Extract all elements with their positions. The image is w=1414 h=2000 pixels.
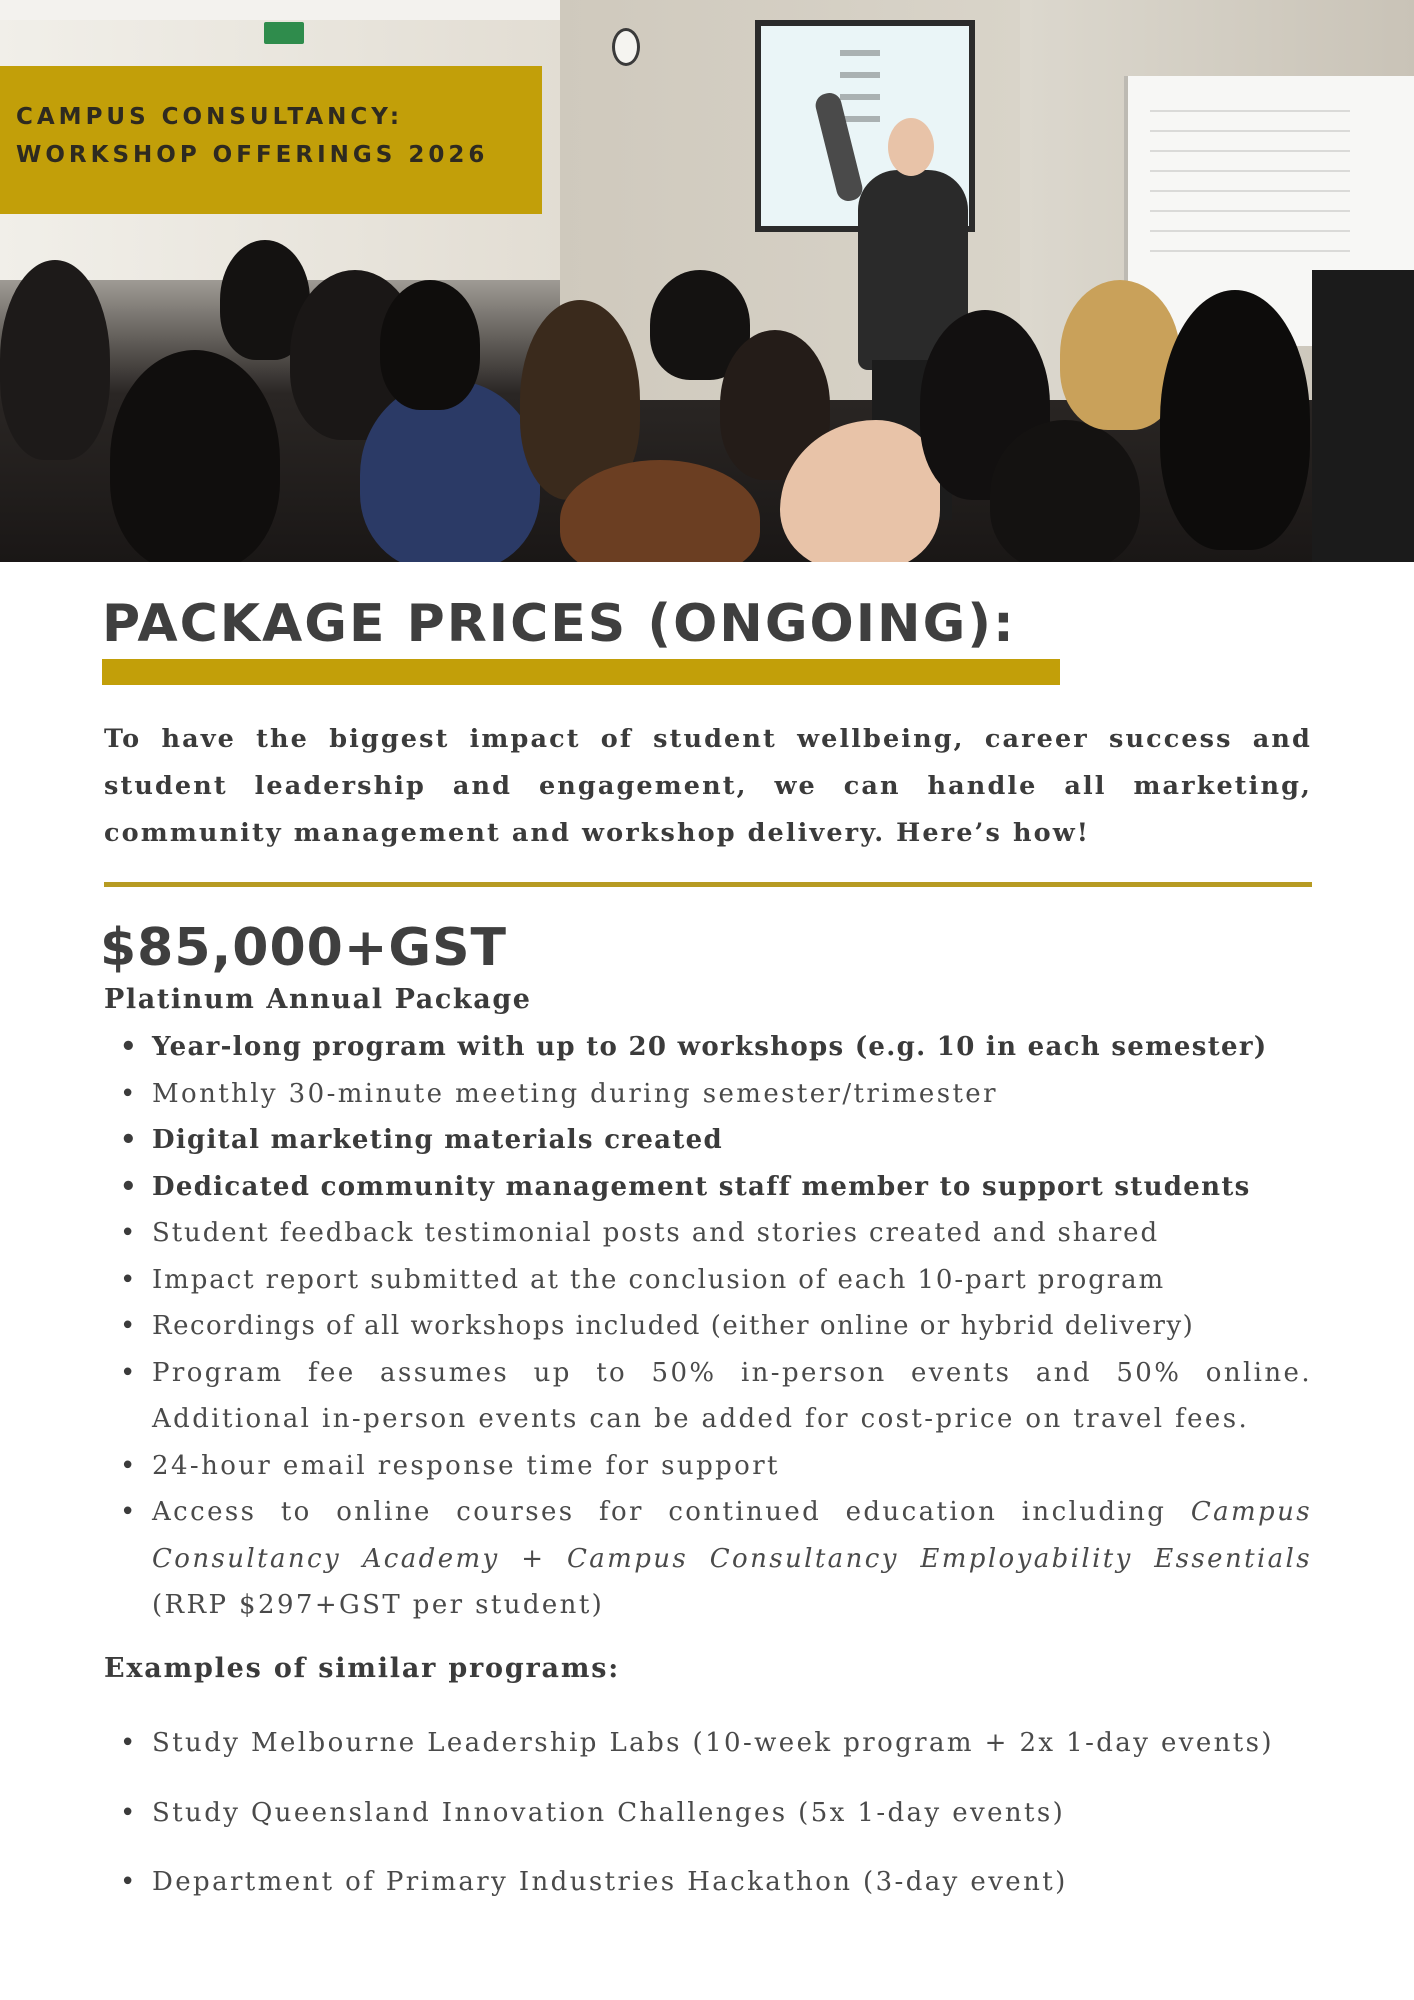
page-heading: PACKAGE PRICES (ONGOING): bbox=[102, 594, 1016, 654]
heading-underline bbox=[102, 659, 1060, 685]
exit-sign-icon bbox=[264, 22, 304, 44]
banner-title-line-2: WORKSHOP OFFERINGS 2026 bbox=[16, 142, 489, 168]
list-item: • 24-hour email response time for support bbox=[104, 1443, 1312, 1490]
list-item: • Department of Primary Industries Hackathon (3-day event) bbox=[104, 1859, 1312, 1929]
audience bbox=[0, 240, 1414, 562]
list-item: • Study Queensland Innovation Challenges (5x 1-day events) bbox=[104, 1790, 1312, 1860]
wall-clock-icon bbox=[612, 28, 640, 66]
course-name-academy: Campus Consultancy Academy bbox=[152, 1497, 1312, 1574]
list-item: • Student feedback testimonial posts and stories created and shared bbox=[104, 1210, 1312, 1257]
list-item: • Monthly 30-minute meeting during semester/trimester bbox=[104, 1071, 1312, 1118]
whiteboard-writing bbox=[1150, 110, 1350, 260]
banner-title-line-1: CAMPUS CONSULTANCY: bbox=[16, 104, 404, 130]
list-item: • Year-long program with up to 20 workshops (e.g. 10 in each semester) bbox=[104, 1024, 1312, 1071]
intro-paragraph: To have the biggest impact of student wellbeing, career success and student leadership and engagement, we can handle all marketing, community management and workshop delivery. Here’s how! bbox=[104, 724, 1312, 848]
list-item: • Recordings of all workshops included (either online or hybrid delivery) bbox=[104, 1303, 1312, 1350]
list-item: • Digital marketing materials created bbox=[104, 1117, 1312, 1164]
access-text: Access to online courses for continued education including bbox=[152, 1497, 1191, 1527]
section-divider bbox=[104, 882, 1312, 887]
examples-heading: Examples of similar programs: bbox=[104, 1653, 620, 1684]
access-price-note: (RRP $297+GST per student) bbox=[152, 1590, 605, 1620]
title-banner bbox=[0, 66, 542, 214]
package-price: $85,000+GST bbox=[100, 918, 508, 978]
package-name: Platinum Annual Package bbox=[104, 984, 532, 1015]
list-item: • Impact report submitted at the conclusion of each 10-part program bbox=[104, 1257, 1312, 1304]
package-features-list bbox=[104, 1024, 1312, 1629]
list-item: • Program fee assumes up to 50% in-person events and 50% online. Additional in-person events can be added for cost-price on travel fees. bbox=[104, 1350, 1312, 1443]
list-item: • Study Melbourne Leadership Labs (10-week program + 2x 1-day events) bbox=[104, 1720, 1312, 1790]
course-plus: + bbox=[499, 1543, 567, 1574]
examples-list bbox=[104, 1720, 1312, 1929]
list-item-online-courses bbox=[104, 1489, 1312, 1629]
projector-screen-text bbox=[840, 50, 880, 130]
presenter-head bbox=[888, 118, 934, 176]
list-item: • Dedicated community management staff member to support students bbox=[104, 1164, 1312, 1211]
course-name-employability: Campus Consultancy Employability Essentials bbox=[566, 1543, 1313, 1574]
